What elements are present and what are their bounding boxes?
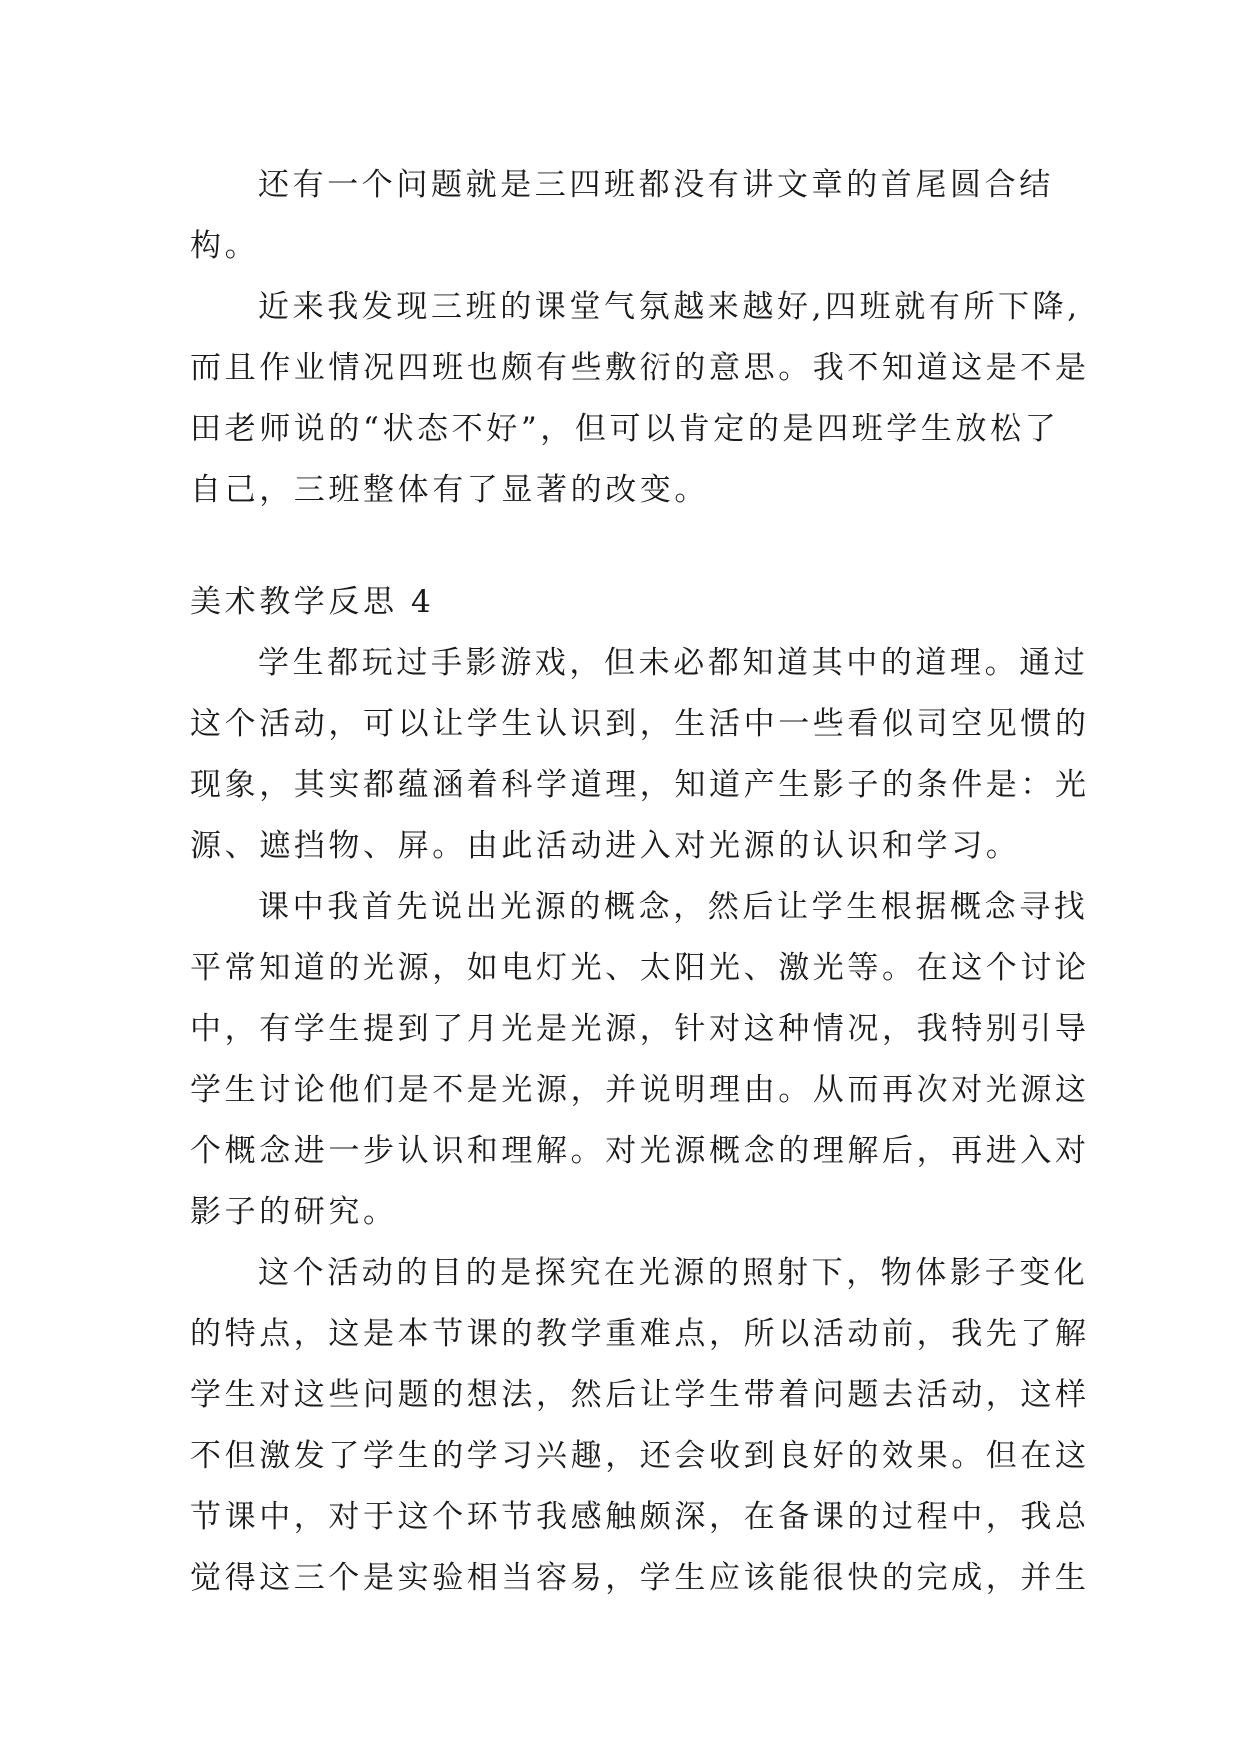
paragraph-3-line-4: 源、遮挡物、屏。由此活动进入对光源的认识和学习。 bbox=[190, 828, 1021, 864]
paragraph-5-line-1: 这个活动的目的是探究在光源的照射下，物体影子变化 bbox=[258, 1255, 1089, 1291]
paragraph-4-line-3: 中，有学生提到了月光是光源，针对这种情况，我特别引导 bbox=[190, 1011, 1090, 1047]
paragraph-5-line-5: 节课中，对于这个环节我感触颇深，在备课的过程中，我总 bbox=[190, 1499, 1090, 1535]
paragraph-2-line-3: 田老师说的“状态不好”，但可以肯定的是四班学生放松了 bbox=[190, 411, 1060, 447]
paragraph-5-line-2: 的特点，这是本节课的教学重难点，所以活动前，我先了解 bbox=[190, 1316, 1090, 1352]
paragraph-5-line-4: 不但激发了学生的学习兴趣，还会收到良好的效果。但在这 bbox=[190, 1438, 1090, 1474]
paragraph-3-line-1: 学生都玩过手影游戏，但未必都知道其中的道理。通过 bbox=[258, 645, 1089, 681]
paragraph-4-line-1: 课中我首先说出光源的概念，然后让学生根据概念寻找 bbox=[258, 889, 1089, 925]
paragraph-5-line-3: 学生对这些问题的想法，然后让学生带着问题去活动，这样 bbox=[190, 1377, 1090, 1413]
paragraph-5-line-6: 觉得这三个是实验相当容易，学生应该能很快的完成，并生 bbox=[190, 1560, 1090, 1596]
paragraph-2-line-1: 近来我发现三班的课堂气氛越来越好,四班就有所下降, bbox=[258, 289, 1081, 325]
paragraph-1-line-2: 构。 bbox=[190, 228, 260, 264]
paragraph-1-line-1: 还有一个问题就是三四班都没有讲文章的首尾圆合结 bbox=[258, 167, 1054, 203]
paragraph-3-line-2: 这个活动，可以让学生认识到，生活中一些看似司空见惯的 bbox=[190, 706, 1090, 742]
paragraph-4-line-4: 学生讨论他们是不是光源，并说明理由。从而再次对光源这 bbox=[190, 1072, 1090, 1108]
paragraph-3-line-3: 现象，其实都蕴涵着科学道理，知道产生影子的条件是：光 bbox=[190, 767, 1090, 803]
paragraph-4-line-6: 影子的研究。 bbox=[190, 1194, 398, 1230]
paragraph-2-line-4: 自己，三班整体有了显著的改变。 bbox=[190, 472, 709, 508]
section-heading: 美术教学反思 4 bbox=[190, 584, 435, 620]
paragraph-4-line-2: 平常知道的光源，如电灯光、太阳光、激光等。在这个讨论 bbox=[190, 950, 1090, 986]
paragraph-2-line-2: 而且作业情况四班也颇有些敷衍的意思。我不知道这是不是 bbox=[190, 350, 1090, 386]
paragraph-4-line-5: 个概念进一步认识和理解。对光源概念的理解后，再进入对 bbox=[190, 1133, 1090, 1169]
